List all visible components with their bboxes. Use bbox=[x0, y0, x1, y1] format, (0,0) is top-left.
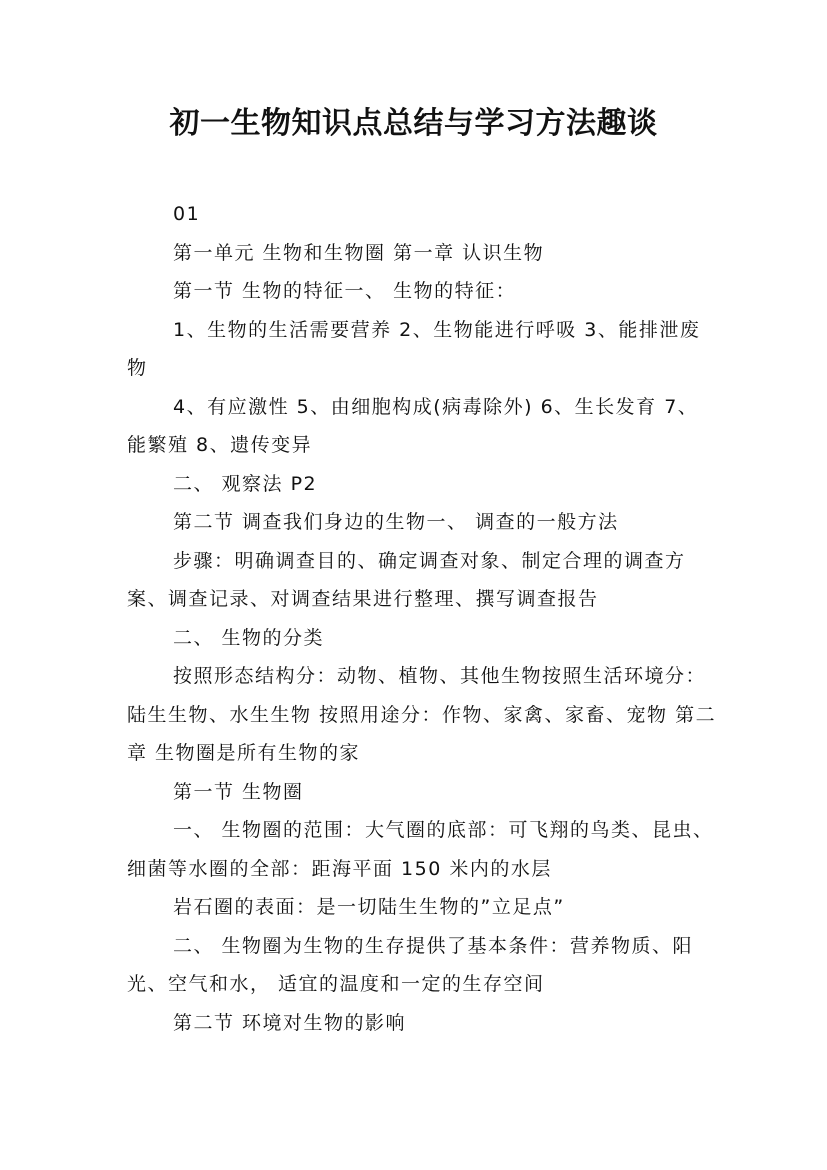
document-body bbox=[127, 195, 717, 1042]
section-heading: 第一节 生物圈 bbox=[173, 780, 304, 803]
section-heading: 第二节 调查我们身边的生物一、 调查的一般方法 bbox=[173, 511, 619, 533]
subsection-heading: 二、 观察法 P2 bbox=[173, 472, 318, 495]
paragraph: 二、 生物圈为生物的生存提供了基本条件：营养物质、阳光、空气和水， 适宜的温度和一定的生存空间 bbox=[127, 934, 694, 995]
section-heading: 第二节 环境对生物的影响 bbox=[173, 1011, 407, 1034]
section-number: 01 bbox=[173, 203, 201, 225]
paragraph: 按照形态结构分：动物、植物、其他生物按照生活环境分：陆生生物、水生生物 按照用途分：作物、家禽、家畜、宠物 第二章 生物圈是所有生物的家 bbox=[127, 665, 717, 764]
paragraph: 步骤：明确调查目的、确定调查对象、制定合理的调查方案、调查记录、对调查结果进行整理、撰写调查报告 bbox=[127, 549, 686, 610]
section-heading: 第一节 生物的特征一、 生物的特征： bbox=[173, 280, 517, 302]
paragraph: 4、有应激性 5、由细胞构成(病毒除外) 6、生长发育 7、能繁殖 8、遗传变异 bbox=[127, 395, 699, 456]
document-title: 初一生物知识点总结与学习方法趣谈 bbox=[169, 106, 658, 141]
paragraph: 岩石圈的表面：是一切陆生生物的”立足点” bbox=[173, 896, 565, 918]
paragraph: 一、 生物圈的范围：大气圈的底部：可飞翔的鸟类、昆虫、细菌等水圈的全部：距海平面 150 米内的水层 bbox=[127, 819, 714, 880]
paragraph: 1、生物的生活需要营养 2、生物能进行呼吸 3、能排泄废物 bbox=[127, 318, 701, 379]
subsection-heading: 二、 生物的分类 bbox=[173, 626, 325, 649]
unit-chapter-heading: 第一单元 生物和生物圈 第一章 认识生物 bbox=[173, 241, 545, 264]
